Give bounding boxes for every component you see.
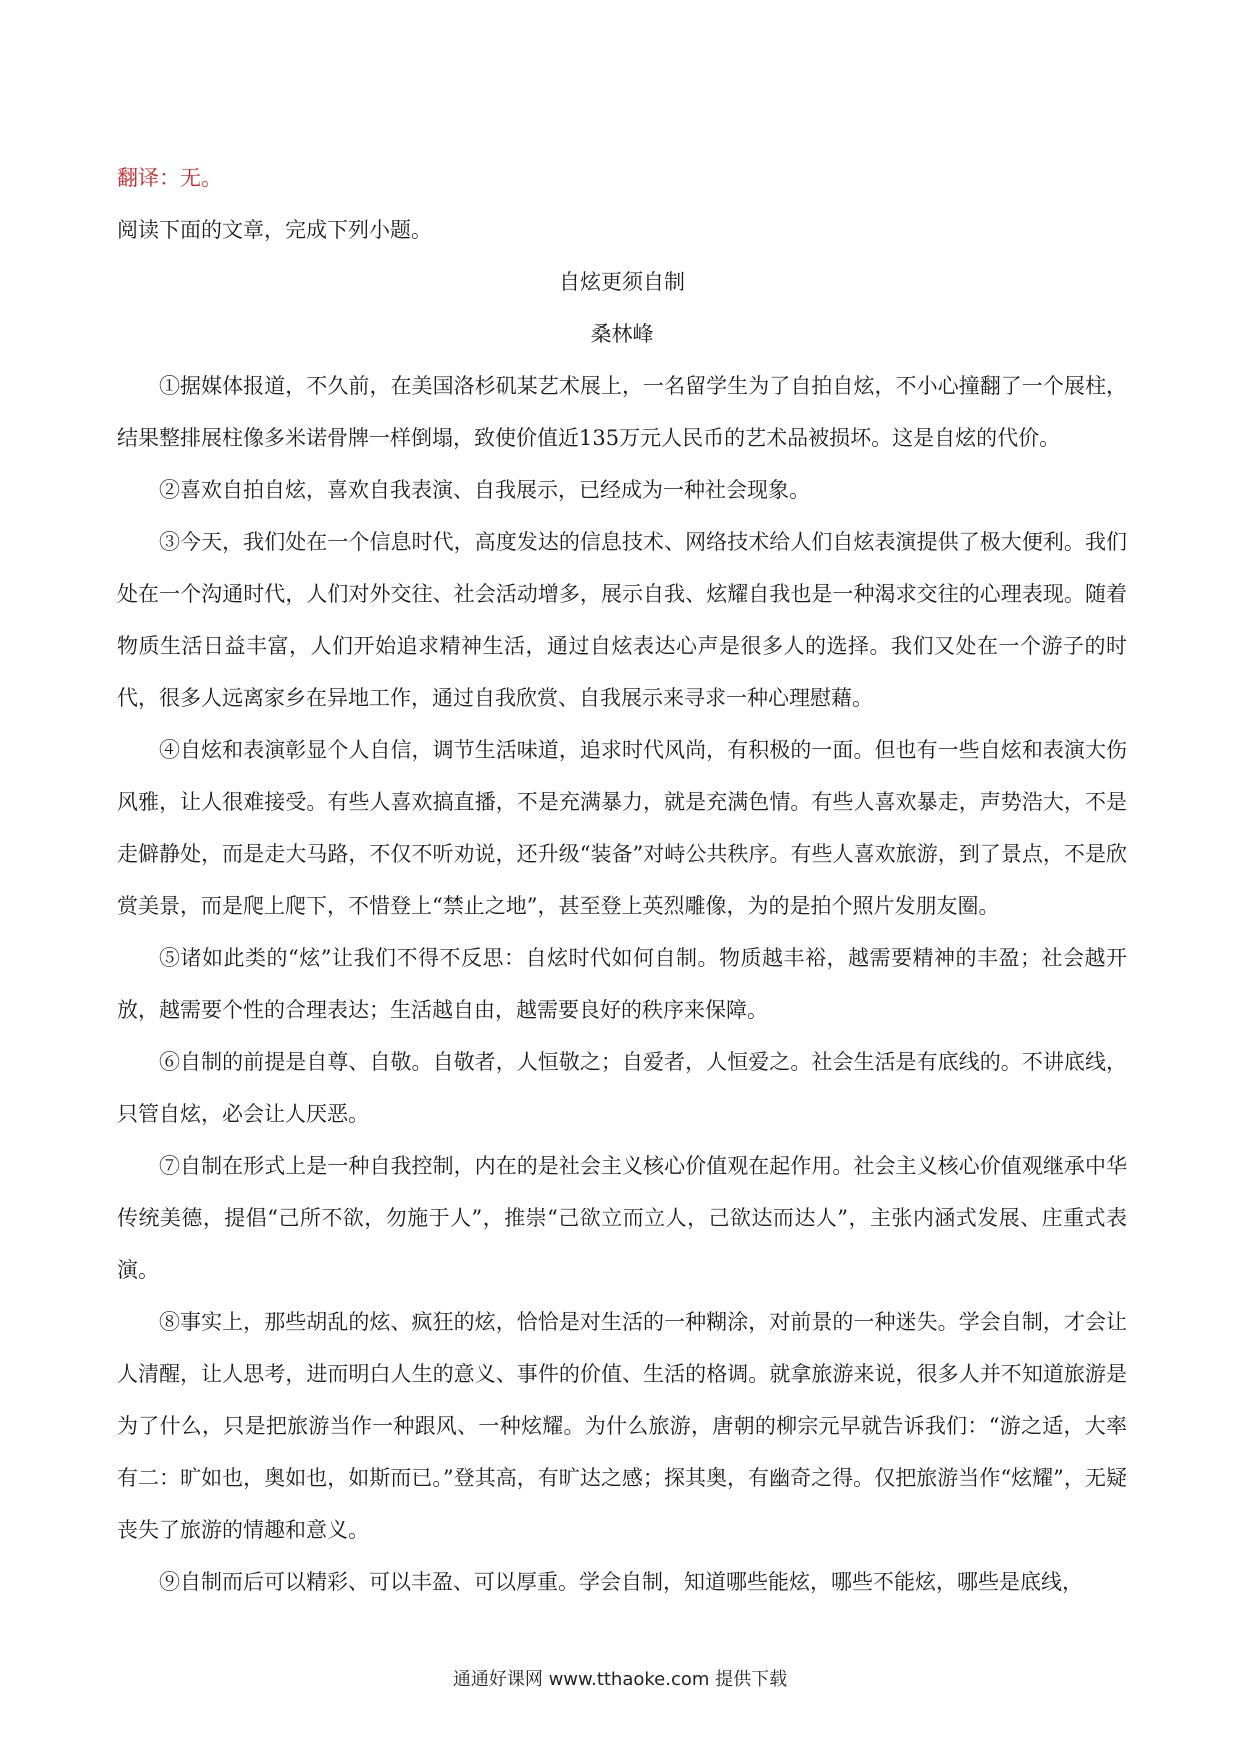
article-paragraph-3: ③今天，我们处在一个信息时代，高度发达的信息技术、网络技术给人们自炫表演提供了极大便利。我们处在一个沟通时代，人们对外交往、社会活动增多，展示自我、炫耀自我也是一种渴求交往的心理表现。随着物质生活日益丰富，人们开始追求精神生活，通过自炫表达心声是很多人的选择。我们又处在一个游子的时代，很多人远离家乡在异地工作，通过自我欣赏、自我展示来寻求一种心理慰藉。 (117, 530, 1127, 710)
article-paragraph-2: ②喜欢自拍自炫，喜欢自我表演、自我展示，已经成为一种社会现象。 (159, 478, 810, 502)
page-footer: 通通好课网 www.tthaoke.com 提供下载 (452, 1669, 788, 1690)
document-body (117, 152, 1127, 1608)
article-paragraph-6: ⑥自制的前提是自尊、自敬。自敬者，人恒敬之；自爱者，人恒爱之。社会生活是有底线的。不讲底线，只管自炫，必会让人厌恶。 (117, 1050, 1127, 1126)
article-paragraph-7: ⑦自制在形式上是一种自我控制，内在的是社会主义核心价值观在起作用。社会主义核心价值观继承中华传统美德，提倡“己所不欲，勿施于人”，推崇“己欲立而立人，己欲达而达人”，主张内涵式发展、庄重式表演。 (117, 1154, 1127, 1282)
article-title: 自炫更须自制 (559, 270, 685, 294)
translation-note: 翻译：无。 (117, 166, 222, 190)
reading-instruction: 阅读下面的文章，完成下列小题。 (117, 218, 432, 242)
article-paragraph-8: ⑧事实上，那些胡乱的炫、疯狂的炫，恰恰是对生活的一种糊涂，对前景的一种迷失。学会自制，才会让人清醒，让人思考，进而明白人生的意义、事件的价值、生活的格调。就拿旅游来说，很多人并不知道旅游是为了什么，只是把旅游当作一种跟风、一种炫耀。为什么旅游，唐朝的柳宗元早就告诉我们：“游之适，大率有二：旷如也，奥如也，如斯而已。”登其高，有旷达之感；探其奥，有幽奇之得。仅把旅游当作“炫耀”，无疑丧失了旅游的情趣和意义。 (117, 1310, 1127, 1542)
article-paragraph-4: ④自炫和表演彰显个人自信，调节生活味道，追求时代风尚，有积极的一面。但也有一些自炫和表演大伤风雅，让人很难接受。有些人喜欢搞直播，不是充满暴力，就是充满色情。有些人喜欢暴走，声势浩大，不是走僻静处，而是走大马路，不仅不听劝说，还升级“装备”对峙公共秩序。有些人喜欢旅游，到了景点，不是欣赏美景，而是爬上爬下，不惜登上“禁止之地”，甚至登上英烈雕像，为的是拍个照片发朋友圈。 (117, 738, 1127, 918)
article-author: 桑林峰 (590, 322, 654, 346)
article-paragraph-1: ①据媒体报道，不久前，在美国洛杉矶某艺术展上，一名留学生为了自拍自炫，不小心撞翻了一个展柱，结果整排展柱像多米诺骨牌一样倒塌，致使价值近135万元人民币的艺术品被损坏。这是自炫的代价。 (117, 374, 1127, 450)
article-paragraph-9: ⑨自制而后可以精彩、可以丰盈、可以厚重。学会自制，知道哪些能炫，哪些不能炫，哪些是底线， (159, 1570, 1083, 1594)
article-paragraph-5: ⑤诸如此类的“炫”让我们不得不反思：自炫时代如何自制。物质越丰裕，越需要精神的丰盈；社会越开放，越需要个性的合理表达；生活越自由，越需要良好的秩序来保障。 (117, 946, 1127, 1022)
